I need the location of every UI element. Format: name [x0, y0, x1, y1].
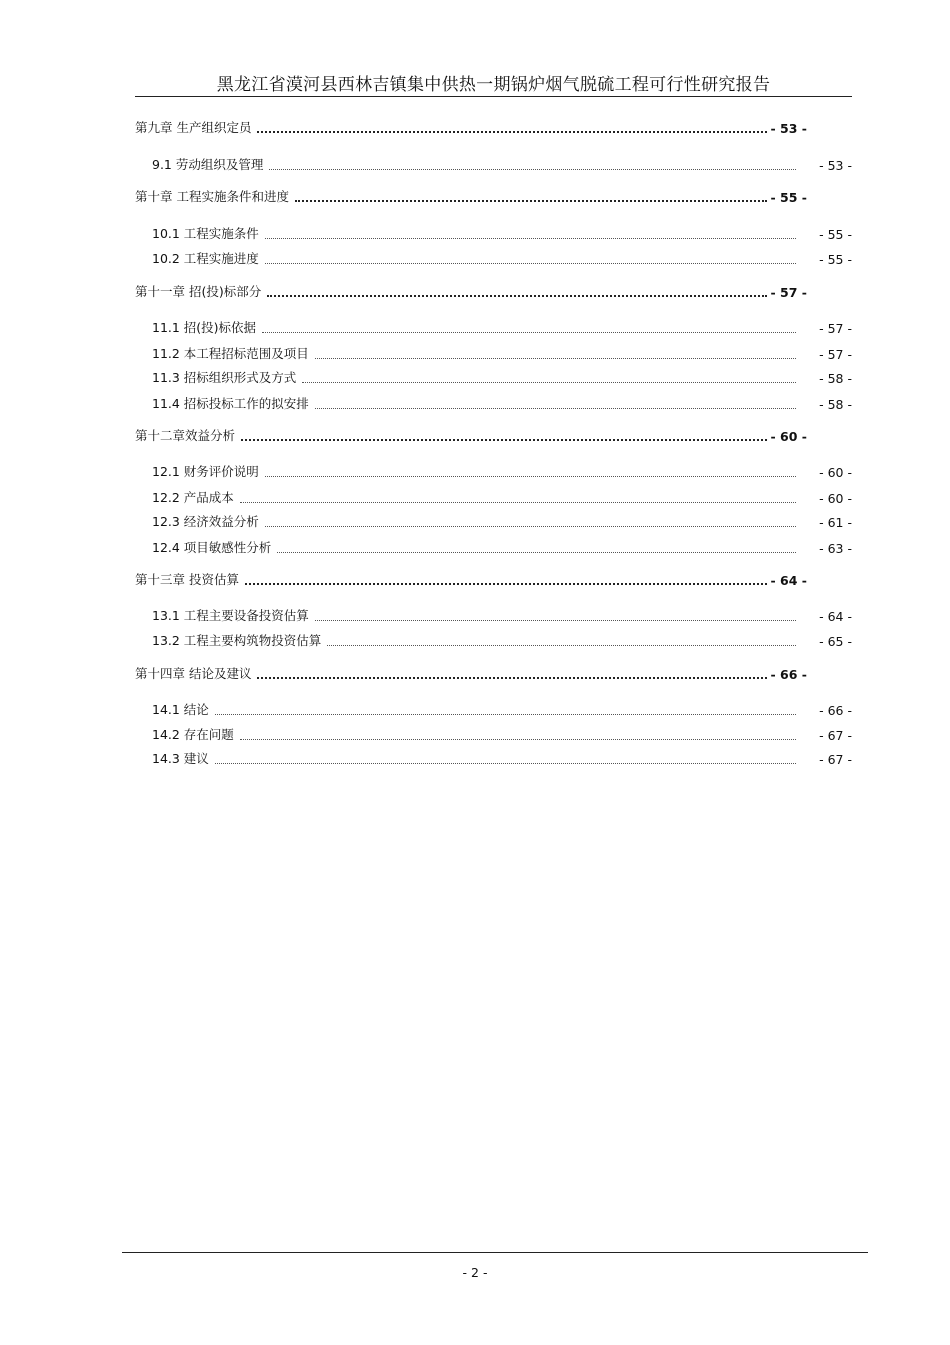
toc-leader-dots — [267, 285, 766, 297]
toc-leader-dots — [302, 372, 796, 383]
toc-entry-label: 14.1 结论 — [152, 702, 209, 717]
toc-entry-label: 11.2 本工程招标范围及项目 — [152, 346, 309, 361]
toc-entry-label: 第十三章 投资估算 — [135, 572, 239, 587]
toc-section-entry[interactable] — [152, 749, 852, 767]
toc-entry-label: 11.3 招标组织形式及方式 — [152, 370, 297, 385]
toc-entry-page: - 60 - — [819, 491, 852, 506]
toc-entry-label: 第十一章 招(投)标部分 — [135, 284, 262, 299]
toc-entry-label: 14.2 存在问题 — [152, 727, 234, 742]
toc-entry-page: - 57 - — [819, 347, 852, 362]
toc-entry-page: - 66 - — [770, 667, 807, 682]
toc-leader-dots — [265, 228, 796, 239]
toc-entry-label: 10.2 工程实施进度 — [152, 251, 259, 266]
toc-entry-label: 12.1 财务评价说明 — [152, 464, 259, 479]
toc-entry-label: 13.1 工程主要设备投资估算 — [152, 608, 309, 623]
toc-leader-dots — [245, 573, 767, 585]
toc-section-entry[interactable] — [152, 368, 852, 386]
toc-entry-page: - 64 - — [770, 573, 807, 588]
toc-leader-dots — [265, 516, 796, 527]
toc-entry-label: 12.4 项目敏感性分析 — [152, 540, 272, 555]
toc-chapter-entry[interactable] — [135, 187, 807, 205]
toc-entry-label: 11.1 招(投)标依据 — [152, 320, 257, 335]
toc-leader-dots — [257, 121, 766, 133]
footer-rule — [122, 1252, 868, 1253]
toc-leader-dots — [315, 348, 796, 359]
toc-section-entry[interactable] — [152, 155, 852, 173]
toc-section-entry[interactable] — [152, 512, 852, 530]
toc-section-entry[interactable] — [152, 606, 852, 624]
page-header — [135, 66, 852, 97]
toc-entry-page: - 67 - — [819, 728, 852, 743]
toc-leader-dots — [257, 667, 766, 679]
toc-entry-page: - 67 - — [819, 752, 852, 767]
toc-section-entry[interactable] — [152, 631, 852, 649]
toc-leader-dots — [277, 542, 796, 553]
toc-entry-label: 第十二章效益分析 — [135, 428, 236, 443]
toc-entry-page: - 60 - — [819, 465, 852, 480]
toc-leader-dots — [215, 753, 796, 764]
toc-section-entry[interactable] — [152, 725, 852, 743]
toc-entry-page: - 53 - — [819, 158, 852, 173]
toc-entry-label: 14.3 建议 — [152, 751, 209, 766]
toc-entry-page: - 64 - — [819, 609, 852, 624]
toc-entry-page: - 65 - — [819, 634, 852, 649]
toc-section-entry[interactable] — [152, 249, 852, 267]
toc-section-entry[interactable] — [152, 538, 852, 556]
toc-section-entry[interactable] — [152, 318, 852, 336]
toc-entry-page: - 66 - — [819, 703, 852, 718]
toc-entry-page: - 55 - — [819, 252, 852, 267]
toc-chapter-entry[interactable] — [135, 282, 807, 300]
toc-leader-dots — [241, 429, 767, 441]
toc-leader-dots — [327, 635, 796, 646]
page-number: - 2 - — [462, 1265, 488, 1280]
toc-entry-page: - 63 - — [819, 541, 852, 556]
toc-chapter-entry[interactable] — [135, 664, 807, 682]
toc-section-entry[interactable] — [152, 344, 852, 362]
toc-entry-page: - 57 - — [770, 285, 807, 300]
toc-section-entry[interactable] — [152, 488, 852, 506]
toc-entry-label: 第十四章 结论及建议 — [135, 666, 252, 681]
toc-leader-dots — [240, 729, 796, 740]
document-title: 黑龙江省漠河县西林吉镇集中供热一期锅炉烟气脱硫工程可行性研究报告 — [216, 75, 771, 95]
toc-section-entry[interactable] — [152, 394, 852, 412]
toc-leader-dots — [269, 159, 796, 170]
toc-chapter-entry[interactable] — [135, 426, 807, 444]
toc-entry-label: 第十章 工程实施条件和进度 — [135, 189, 289, 204]
toc-leader-dots — [240, 492, 796, 503]
toc-section-entry[interactable] — [152, 462, 852, 480]
toc-entry-page: - 58 - — [819, 371, 852, 386]
toc-leader-dots — [315, 398, 796, 409]
toc-entry-label: 10.1 工程实施条件 — [152, 226, 259, 241]
toc-leader-dots — [215, 704, 796, 715]
toc-section-entry[interactable] — [152, 224, 852, 242]
toc-section-entry[interactable] — [152, 700, 852, 718]
toc-entry-page: - 61 - — [819, 515, 852, 530]
toc-chapter-entry[interactable] — [135, 570, 807, 588]
toc-entry-label: 12.2 产品成本 — [152, 490, 234, 505]
toc-entry-label: 12.3 经济效益分析 — [152, 514, 259, 529]
toc-leader-dots — [262, 322, 796, 333]
toc-leader-dots — [295, 190, 767, 202]
toc-entry-page: - 55 - — [819, 227, 852, 242]
toc-entry-label: 9.1 劳动组织及管理 — [152, 157, 264, 172]
toc-leader-dots — [265, 466, 796, 477]
toc-entry-page: - 53 - — [770, 121, 807, 136]
toc-entry-page: - 58 - — [819, 397, 852, 412]
toc-entry-label: 13.2 工程主要构筑物投资估算 — [152, 633, 322, 648]
toc-leader-dots — [265, 253, 796, 264]
toc-entry-label: 第九章 生产组织定员 — [135, 120, 252, 135]
toc-entry-label: 11.4 招标投标工作的拟安排 — [152, 396, 309, 411]
toc-entry-page: - 60 - — [770, 429, 807, 444]
toc-chapter-entry[interactable] — [135, 118, 807, 136]
toc-entry-page: - 55 - — [770, 190, 807, 205]
toc-entry-page: - 57 - — [819, 321, 852, 336]
toc-leader-dots — [315, 610, 796, 621]
